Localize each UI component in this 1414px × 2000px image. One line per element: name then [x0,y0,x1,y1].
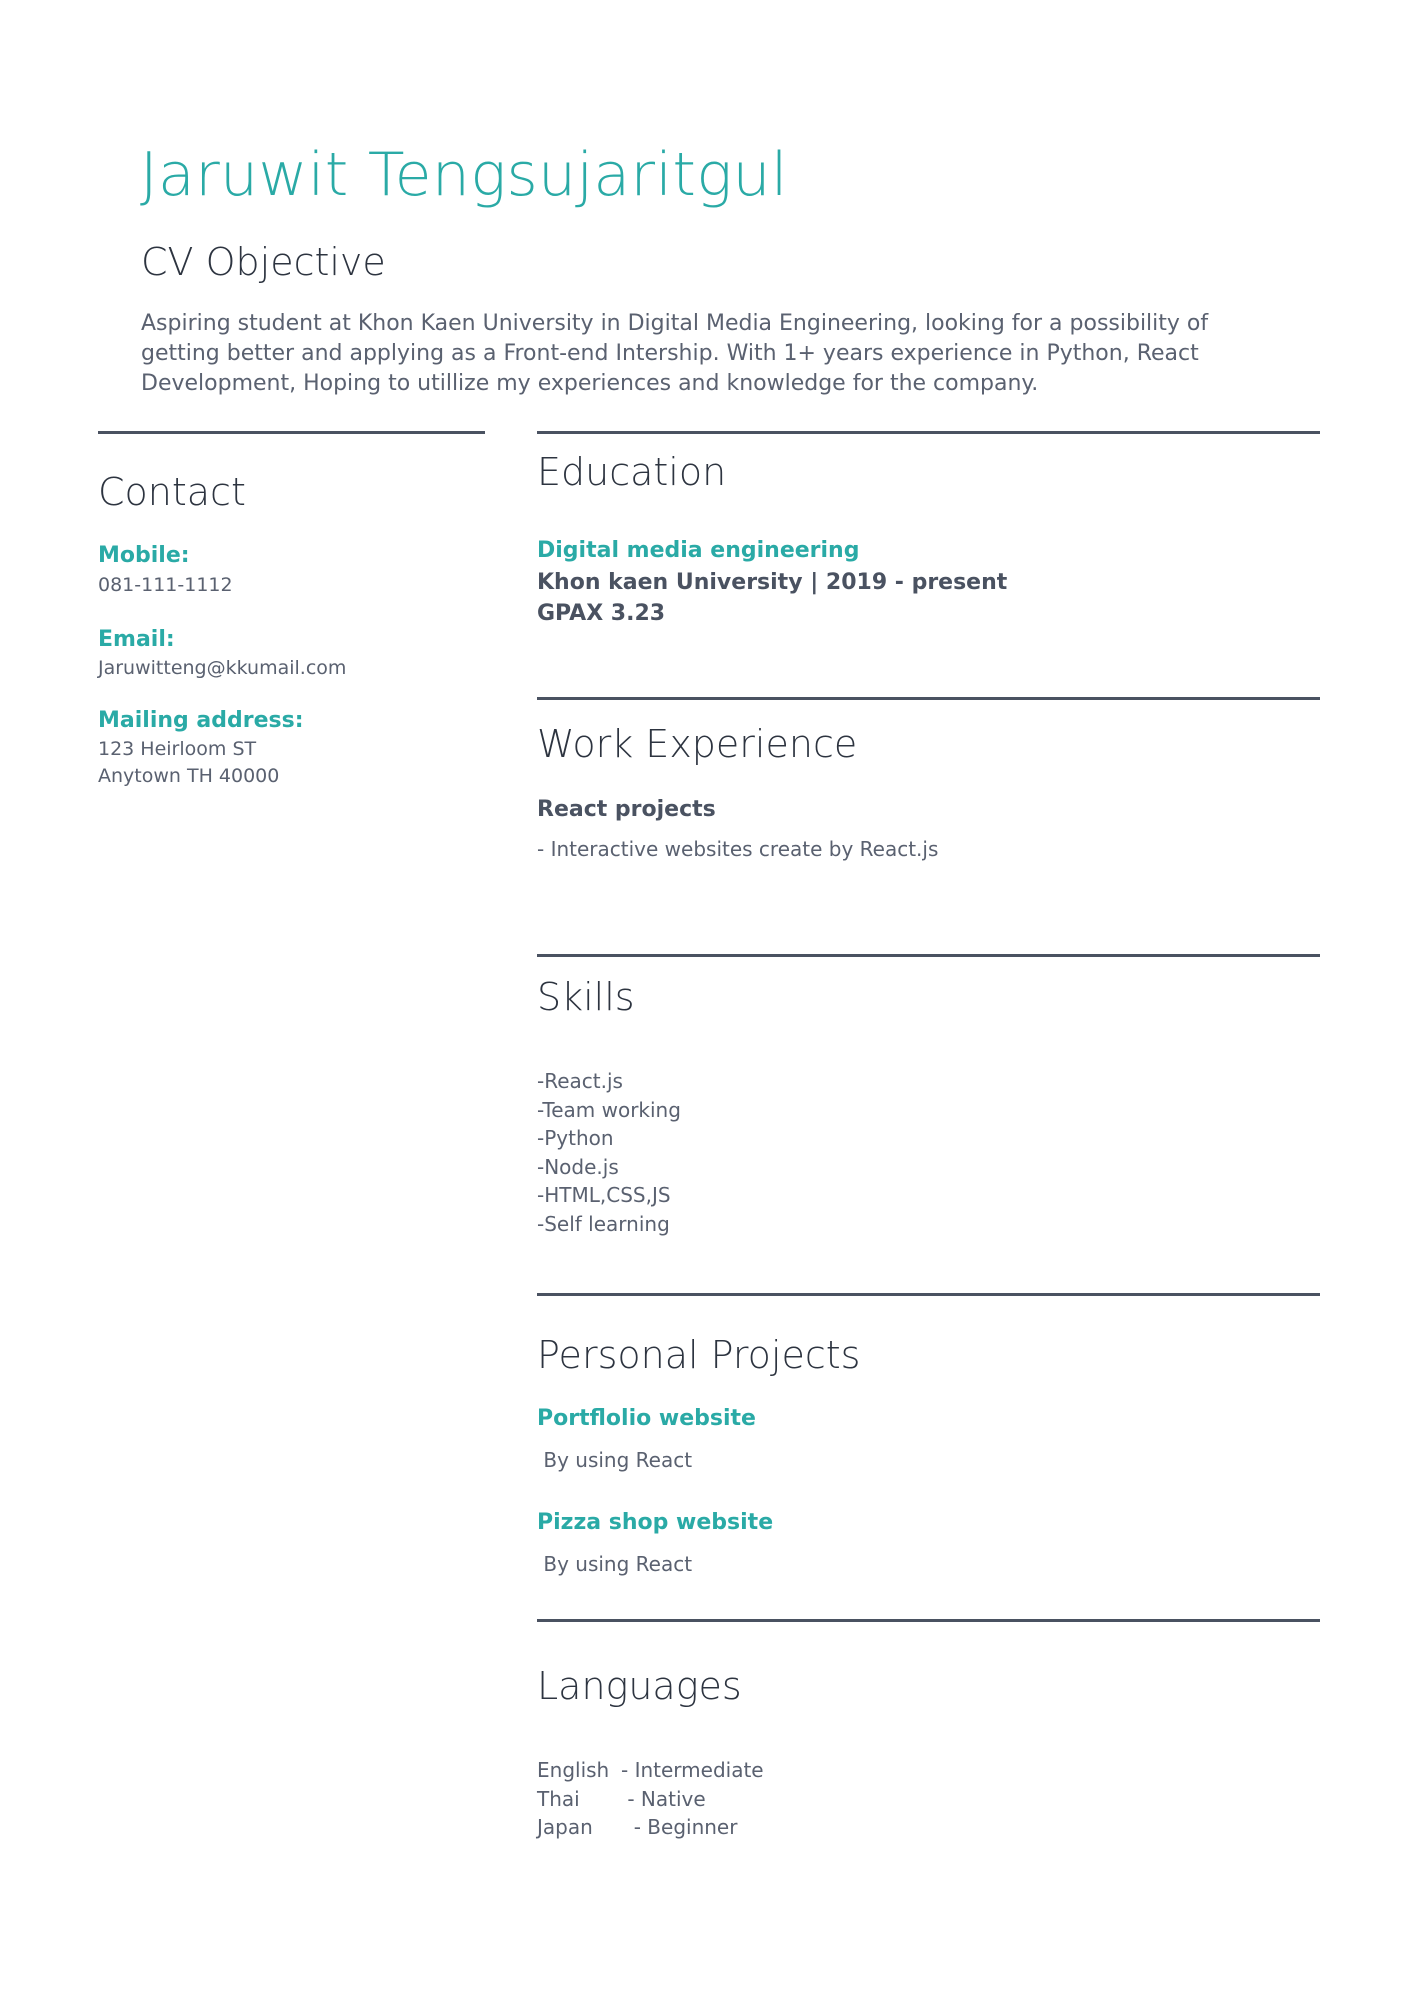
projects-divider [537,1293,1320,1296]
project-detail: By using React [537,1552,693,1576]
mobile-value: 081-111-1112 [98,574,233,596]
education-divider [537,431,1320,434]
language-level: - Intermediate [621,1758,764,1782]
projects-heading: Personal Projects [537,1333,861,1377]
skill-item: -Node.js [537,1154,619,1179]
work-project-title: React projects [537,797,716,822]
contact-divider [98,431,485,434]
language-name: Japan [537,1815,593,1839]
skills-heading: Skills [537,975,635,1019]
address-line-2: Anytown TH 40000 [98,765,280,787]
language-row [537,1785,764,1814]
language-row [537,1813,764,1842]
language-level: - Beginner [621,1815,738,1839]
gpax: GPAX 3.23 [537,601,666,626]
languages-list [537,1756,764,1842]
mobile-label: Mobile: [98,543,190,568]
email-value: Jaruwitteng@kkumail.com [98,657,347,679]
objective-heading: CV Objective [141,240,386,284]
project-name: Portflolio website [537,1406,756,1431]
work-divider [537,697,1320,700]
degree-name: Digital media engineering [537,538,860,563]
languages-heading: Languages [537,1664,742,1708]
language-name: Thai [537,1786,580,1811]
work-heading: Work Experience [537,722,858,766]
education-heading: Education [537,450,727,494]
project-name: Pizza shop website [537,1510,774,1535]
email-label: Email: [98,627,175,652]
project-detail: By using React [537,1448,693,1472]
language-row [537,1756,764,1785]
objective-text: Aspiring student at Khon Kaen University in Digital Media Engineering, looking for a possibility of getting better and applying as a Front-end Intership. With 1+ years experience in Python, React Development, Hoping to utillize my experiences and knowledge for the company. [141,311,1209,396]
language-level: - Native [621,1786,706,1811]
address-label: Mailing address: [98,708,304,733]
skills-list [537,1067,681,1238]
cv-name: Jaruwit Tengsujaritgul [140,140,788,210]
contact-heading: Contact [98,470,246,514]
skill-item: -Team working [537,1097,681,1122]
skill-item: -React.js [537,1069,623,1093]
skill-item: -HTML,CSS,JS [537,1183,671,1207]
language-name: English [537,1758,610,1782]
school-info: Khon kaen University | 2019 - present [537,570,1008,595]
address-line-1: 123 Heirloom ST [98,738,257,760]
work-project-detail: - Interactive websites create by React.js [537,837,939,861]
languages-divider [537,1619,1320,1622]
skill-item: -Self learning [537,1211,670,1236]
skill-item: -Python [537,1126,614,1150]
skills-divider [537,954,1320,957]
